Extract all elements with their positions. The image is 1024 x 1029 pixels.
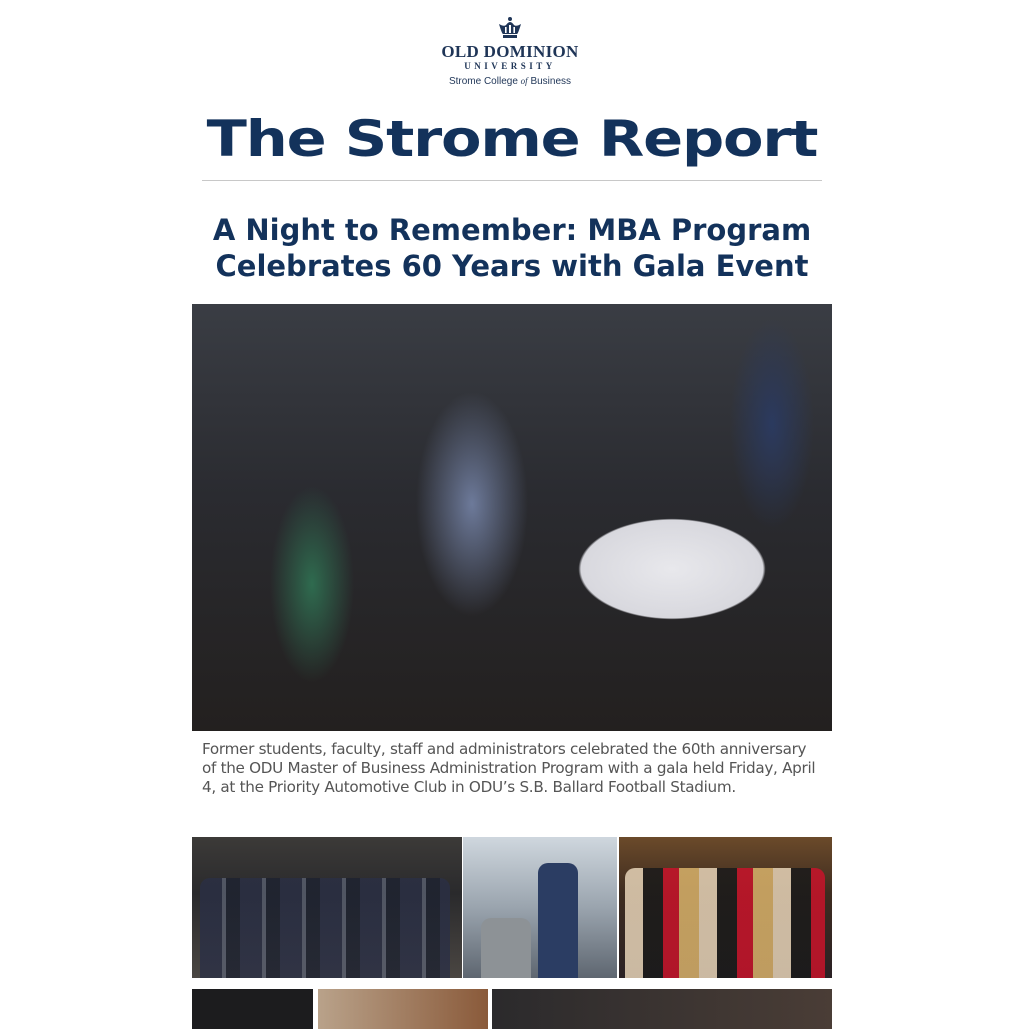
logo-college [430,74,590,89]
divider [202,180,822,181]
gala-main-photo[interactable] [192,304,832,731]
logo-college-prefix: Strome College [448,76,518,87]
crown-icon [496,16,524,40]
gala-photo-4[interactable] [192,989,313,1029]
gala-group-photo[interactable] [192,837,462,978]
logo-college-of: of [520,76,528,86]
gala-photo-5[interactable] [318,989,488,1029]
gala-photo-6[interactable] [492,989,832,1029]
article-headline[interactable]: A Night to Remember: MBA Program Celebrates 60 Years with Gala Event [212,213,812,283]
gala-guests-photo[interactable] [619,837,832,978]
odu-strome-logo[interactable] [430,16,590,89]
logo-name: OLD DOMINION [441,42,579,61]
gala-speaker-photo[interactable] [463,837,617,978]
logo-university: UNIVERSITY [464,61,556,71]
logo-college-suffix: Business [530,76,572,87]
newsletter-masthead: The Strome Report [206,110,818,168]
photo-caption: Former students, faculty, staff and administrators celebrated the 60th anniversary of the ODU Master of Business Administration Program with a gala held Friday, April 4, at the Priority Automotive Club in ODU’s S.B. Ballard Football Stadium. [202,740,816,796]
